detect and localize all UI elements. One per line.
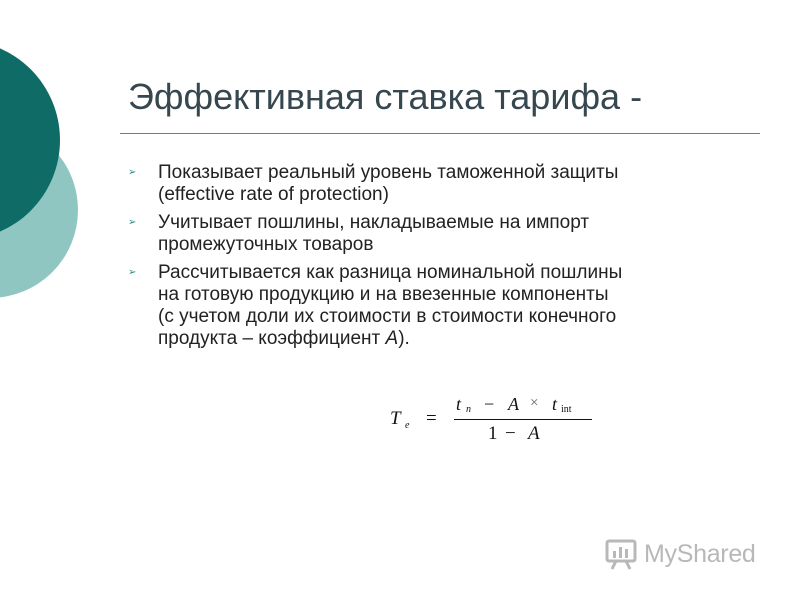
bullet-arrow-icon: ➢	[128, 217, 137, 228]
formula-minus: −	[484, 394, 495, 414]
logo-text: MyShared	[644, 539, 756, 568]
formula-times: ×	[530, 395, 539, 411]
effective-rate-formula	[388, 392, 598, 452]
bullet-line: Рассчитывается как разница номинальной пошлины	[158, 262, 623, 283]
bullet-line-suffix: ).	[398, 328, 410, 349]
formula-t-int-subscript: int	[561, 404, 572, 415]
formula-t-int: t	[552, 394, 558, 414]
formula-minus-denominator: −	[505, 423, 516, 444]
formula-lhs-subscript: e	[405, 420, 410, 431]
decorative-circles	[0, 0, 120, 340]
bullet-line-prefix: продукта – коэффициент	[158, 328, 386, 349]
coefficient-variable: A	[385, 328, 399, 349]
formula-t-n: t	[456, 394, 462, 414]
bullet-list	[128, 162, 758, 356]
bullet-line: Показывает реальный уровень таможенной защиты	[158, 162, 619, 183]
bullet-item-2	[128, 212, 758, 256]
bullet-item-1	[128, 162, 758, 206]
formula-A-denominator: A	[528, 423, 540, 444]
myshared-logo	[604, 534, 774, 574]
bullet-line: на готовую продукцию и на ввезенные компоненты	[158, 284, 609, 305]
bullet-line: (effective rate of protection)	[158, 184, 389, 205]
bullet-arrow-icon: ➢	[128, 167, 137, 178]
fraction-bar	[454, 419, 592, 420]
title-divider	[120, 133, 760, 134]
bullet-text	[158, 212, 589, 256]
bullet-text	[158, 162, 618, 206]
bullet-line: Учитывает пошлины, накладываемые на импорт	[158, 212, 590, 233]
bullet-line: (с учетом доли их стоимости в стоимости конечного	[158, 306, 617, 327]
bullet-line: промежуточных товаров	[158, 234, 374, 255]
bullet-arrow-icon: ➢	[128, 267, 137, 278]
formula-A-numerator: A	[508, 394, 519, 414]
formula-lhs: T	[390, 408, 401, 429]
bullet-text	[158, 262, 622, 350]
formula-one: 1	[488, 423, 498, 444]
formula-equals: =	[426, 408, 437, 429]
bullet-line	[158, 328, 622, 350]
presentation-board-icon	[604, 537, 638, 571]
slide-title: Эффективная ставка тарифа -	[128, 76, 643, 117]
bullet-item-3	[128, 262, 758, 350]
formula-t-n-subscript: n	[466, 404, 471, 415]
